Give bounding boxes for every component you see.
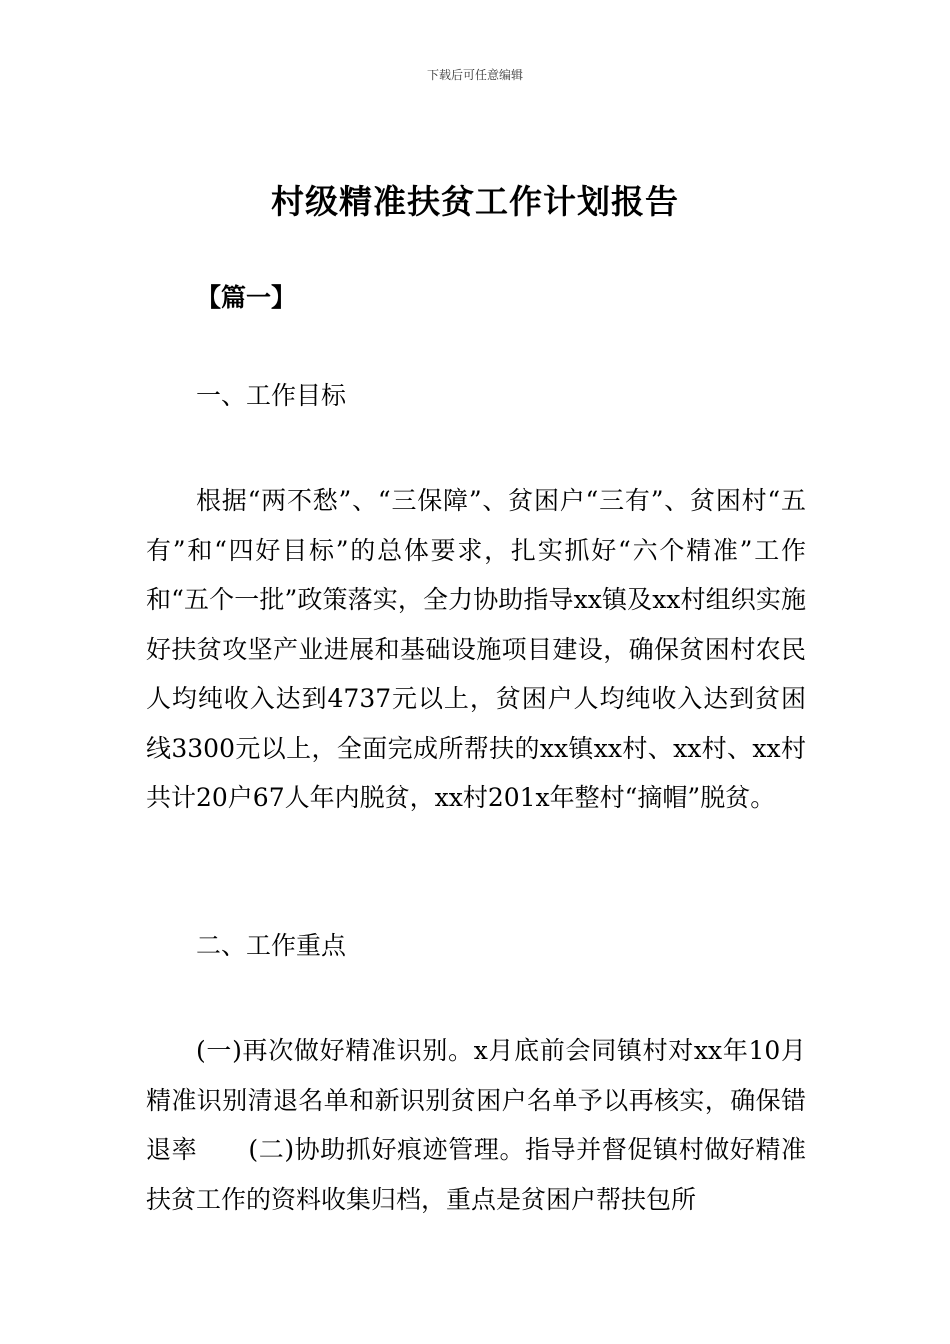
heading-work-goals: 一、工作目标 — [196, 381, 347, 410]
paragraph-work-focus: (一)再次做好精准识别。x月底前会同镇村对xx年10月精准识别清退名单和新识别贫困户名单予以再核实，确保错退率 (二)协助抓好痕迹管理。指导并督促镇村做好精准扶贫工作的资料收集归档，重点是贫困户帮扶包所 — [146, 1036, 806, 1214]
section-marker: 【篇一】 — [196, 283, 297, 312]
paragraph-work-goals: 根据“两不愁”、“三保障”、贫困户“三有”、贫困村“五有”和“四好目标”的总体要求，扎实抓好“六个精准”工作和“五个一批”政策落实，全力协助指导xx镇及xx村组织实施好扶贫攻坚产业进展和基础设施项目建设，确保贫困村农民人均纯收入达到4737元以上，贫困户人均纯收入达到贫困线3300元以上，全面完成所帮扶的xx镇xx村、xx村、xx村共计20户67人年内脱贫，xx村201x年整村“摘帽”脱贫。 — [146, 486, 806, 812]
document-title: 村级精准扶贫工作计划报告 — [271, 182, 679, 221]
header-note: 下载后可任意编辑 — [426, 68, 523, 82]
heading-work-focus: 二、工作重点 — [196, 931, 347, 960]
